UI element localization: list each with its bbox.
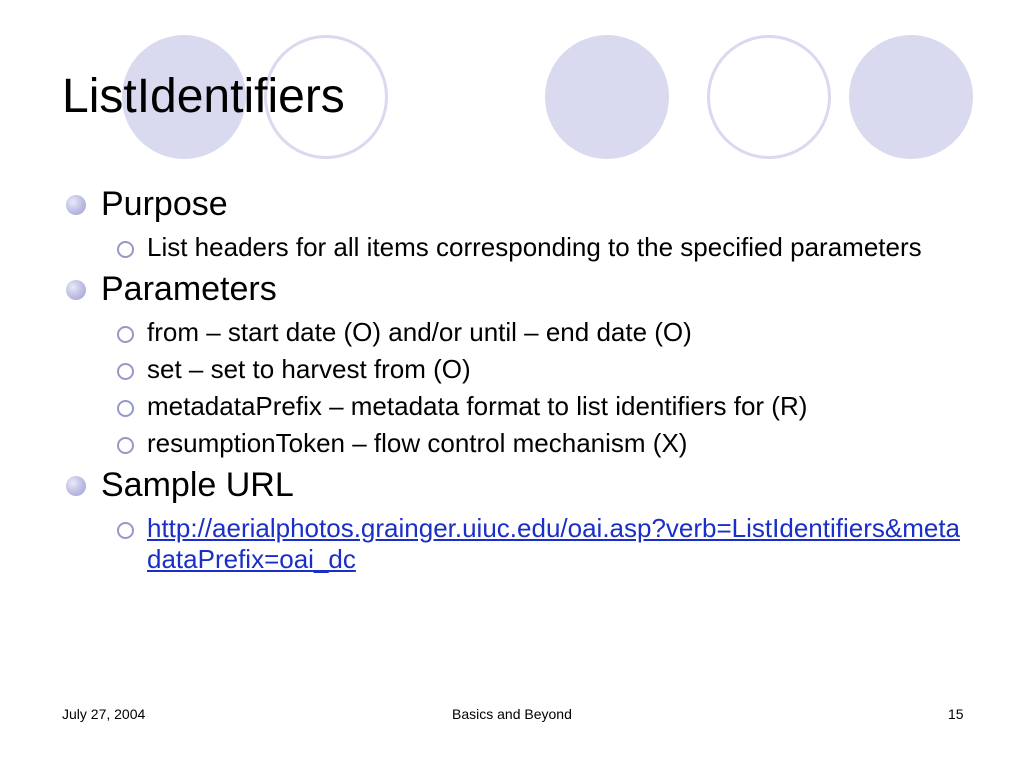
hollow-circle-bullet-icon [117, 522, 134, 539]
section-sample-url [66, 463, 966, 507]
decorative-circle-filled [545, 35, 669, 159]
decorative-circle-outline [707, 35, 831, 159]
hollow-circle-bullet-icon [117, 363, 134, 380]
list-item-text: List headers for all items corresponding to the specified parameters [147, 232, 922, 262]
filled-circle-bullet-icon [66, 280, 86, 300]
slide-body [66, 178, 966, 577]
list-item [66, 354, 966, 385]
section-heading: Purpose [101, 185, 228, 223]
hollow-circle-bullet-icon [117, 241, 134, 258]
list-item-text: metadataPrefix – metadata format to list identifiers for (R) [147, 391, 808, 421]
list-item-text: resumptionToken – flow control mechanism (X) [147, 428, 688, 458]
slide-title: ListIdentifiers [62, 70, 345, 123]
section-parameters [66, 267, 966, 311]
filled-circle-bullet-icon [66, 195, 86, 215]
list-item [66, 391, 966, 422]
page-number: 15 [948, 706, 964, 722]
list-item-text: set – set to harvest from (O) [147, 354, 471, 384]
list-item [66, 317, 966, 348]
section-heading: Parameters [101, 270, 277, 308]
list-item [66, 513, 966, 575]
list-item-text: from – start date (O) and/or until – end date (O) [147, 317, 692, 347]
list-item [66, 232, 966, 263]
filled-circle-bullet-icon [66, 476, 86, 496]
list-item [66, 428, 966, 459]
hollow-circle-bullet-icon [117, 326, 134, 343]
section-purpose [66, 182, 966, 226]
section-heading: Sample URL [101, 466, 294, 504]
hollow-circle-bullet-icon [117, 437, 134, 454]
footer-title: Basics and Beyond [452, 706, 572, 722]
hollow-circle-bullet-icon [117, 400, 134, 417]
decorative-circle-filled [849, 35, 973, 159]
sample-url-link[interactable]: http://aerialphotos.grainger.uiuc.edu/oai.asp?verb=ListIdentifiers&metadataPrefix=oai_dc [147, 513, 961, 574]
footer-date: July 27, 2004 [62, 706, 146, 722]
